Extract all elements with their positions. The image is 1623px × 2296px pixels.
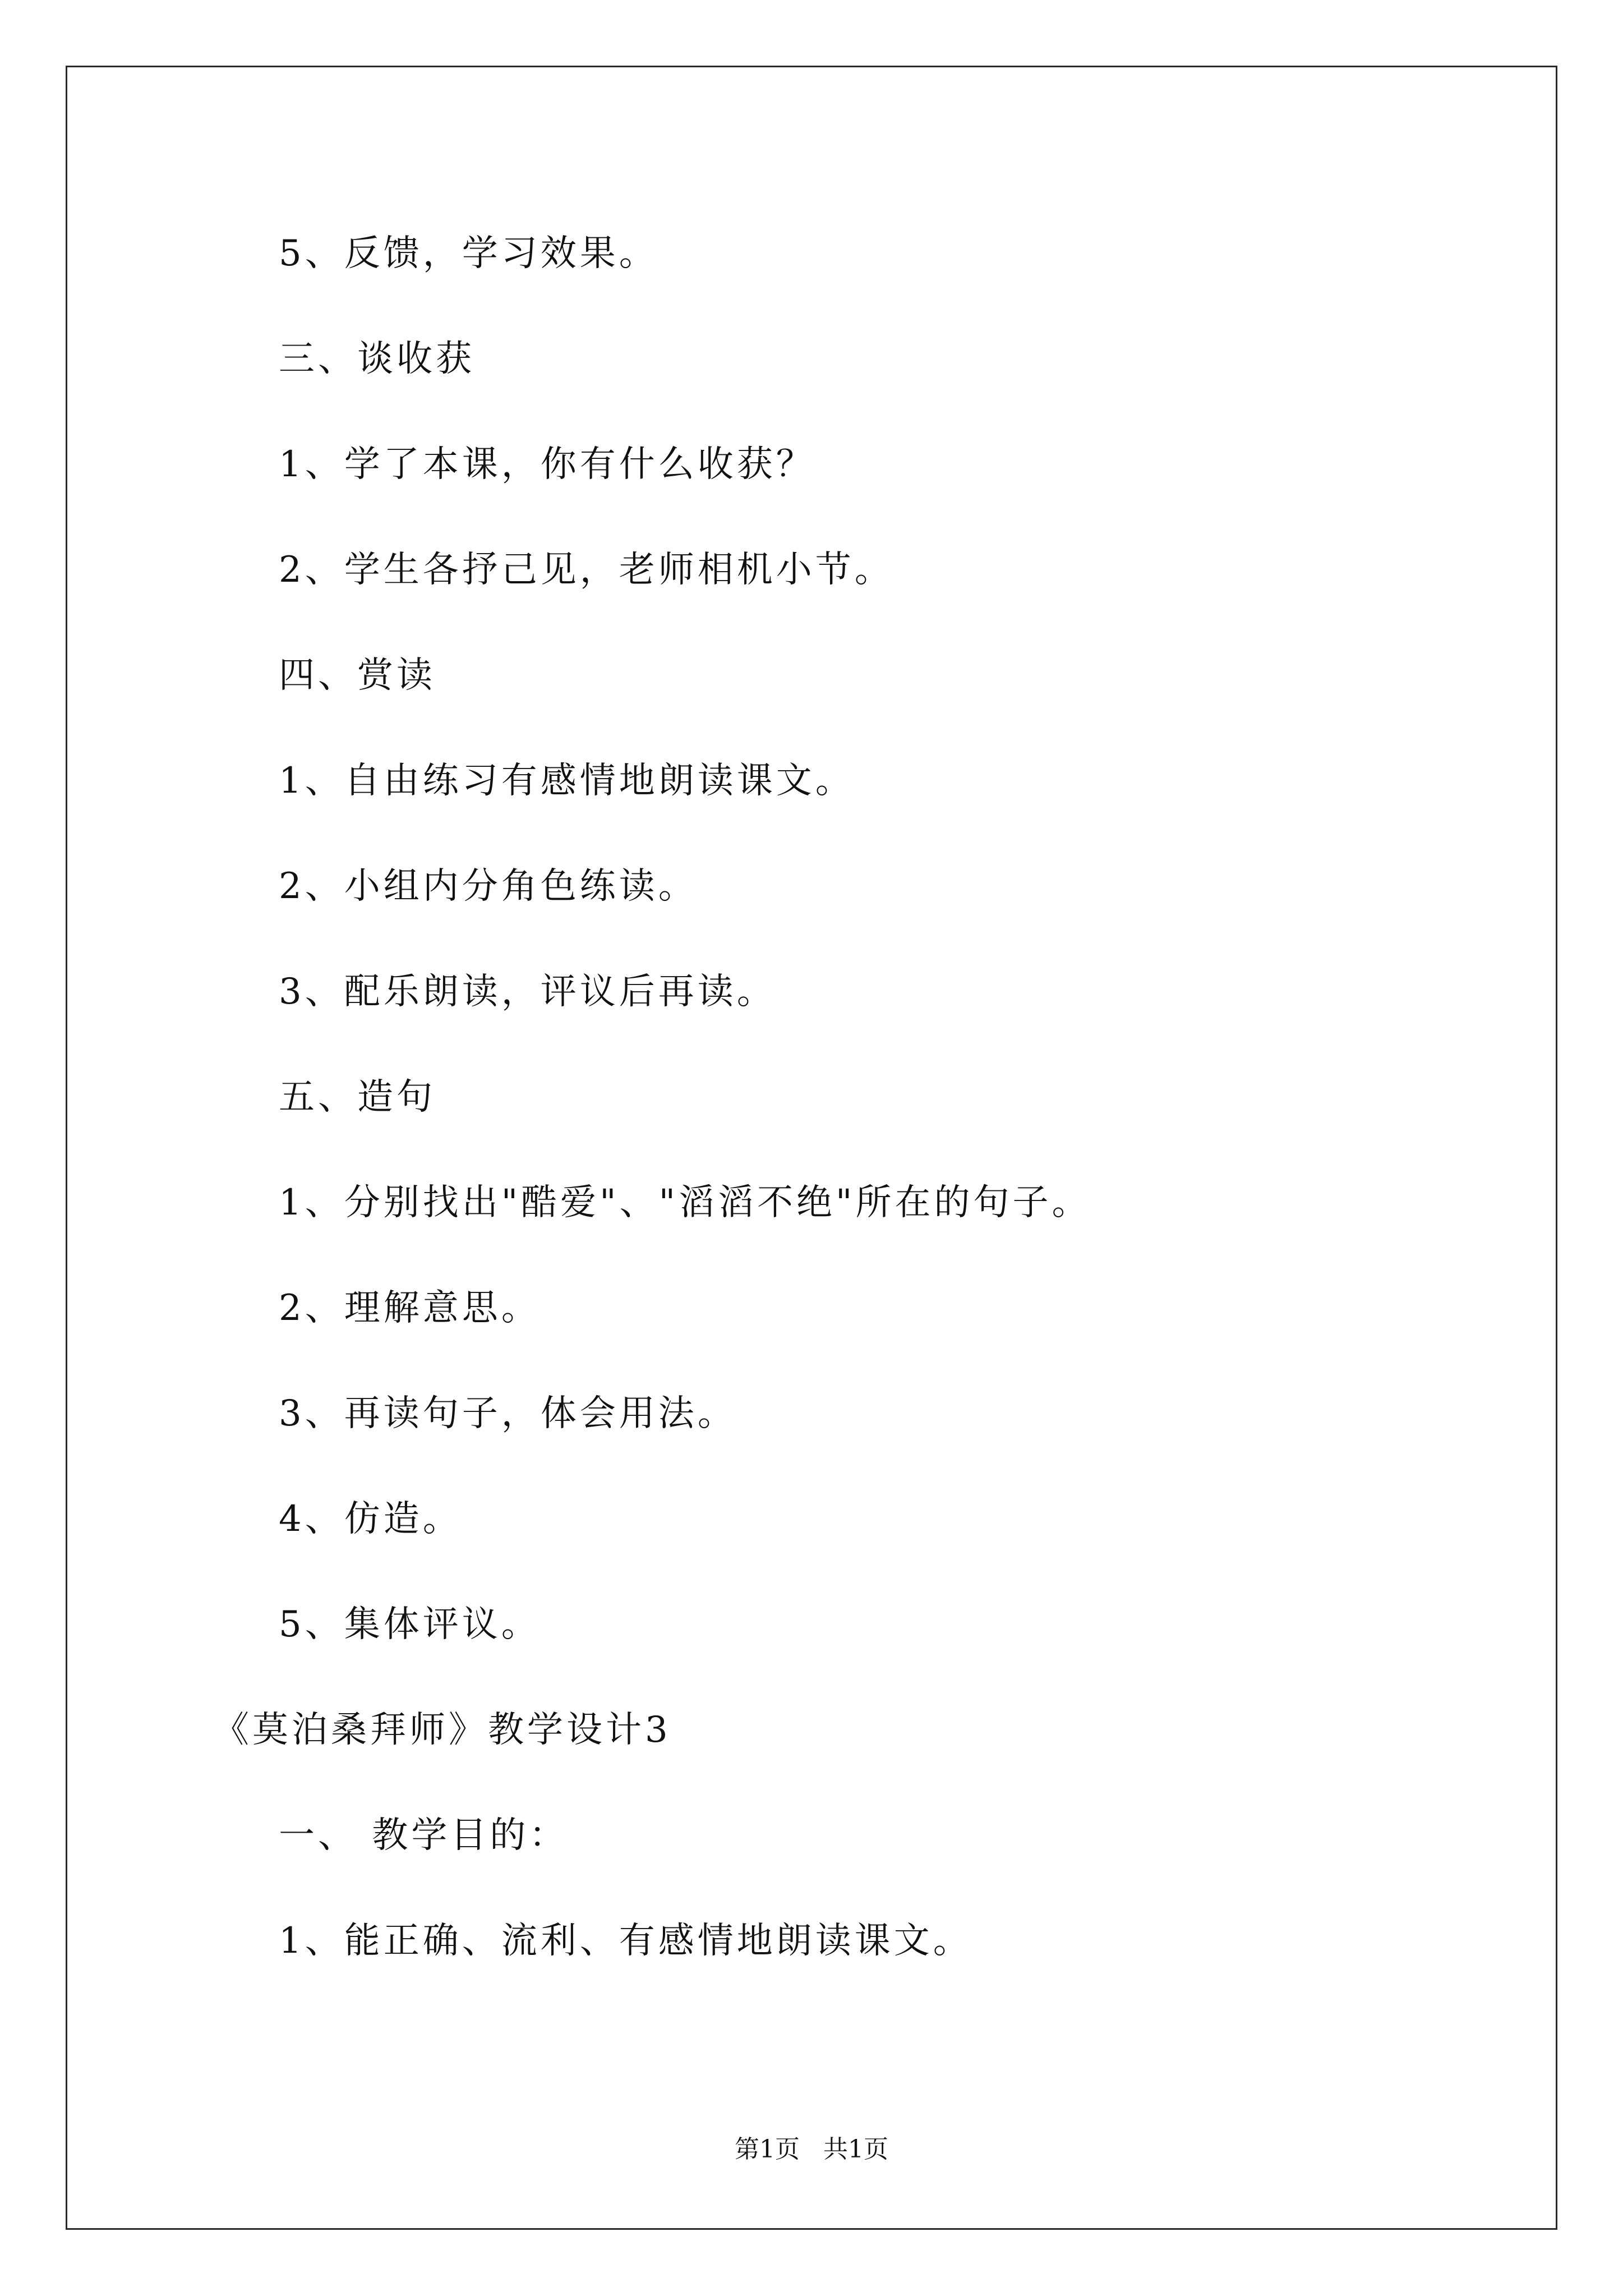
list-item: 5、反馈，学习效果。 bbox=[279, 233, 658, 274]
list-item: 1、能正确、流利、有感情地朗读课文。 bbox=[279, 1920, 972, 1962]
list-item: 5、集体评议。 bbox=[279, 1604, 541, 1645]
page-footer: 第1页 共1页 bbox=[735, 2135, 888, 2164]
list-item: 1、学了本课，你有什么收获？ bbox=[279, 444, 815, 485]
section-heading: 五、造句 bbox=[279, 1076, 436, 1118]
list-item: 1、分别找出"酷爱"、"滔滔不绝"所在的句子。 bbox=[279, 1182, 1091, 1223]
list-item: 2、理解意思。 bbox=[279, 1287, 541, 1329]
list-item: 2、小组内分角色练读。 bbox=[279, 866, 698, 907]
page-border bbox=[66, 66, 1557, 2230]
list-item: 3、配乐朗读，评议后再读。 bbox=[279, 971, 776, 1013]
list-item: 2、学生各抒己见，老师相机小节。 bbox=[279, 549, 894, 591]
document-title: 《莫泊桑拜师》教学设计3 bbox=[213, 1709, 671, 1751]
section-heading: 三、谈收获 bbox=[279, 338, 475, 380]
section-heading: 一、 教学目的： bbox=[279, 1815, 569, 1856]
list-item: 1、自由练习有感情地朗读课文。 bbox=[279, 760, 855, 802]
section-heading: 四、赏读 bbox=[279, 655, 436, 696]
list-item: 4、仿造。 bbox=[279, 1498, 462, 1540]
list-item: 3、再读句子，体会用法。 bbox=[279, 1393, 737, 1434]
